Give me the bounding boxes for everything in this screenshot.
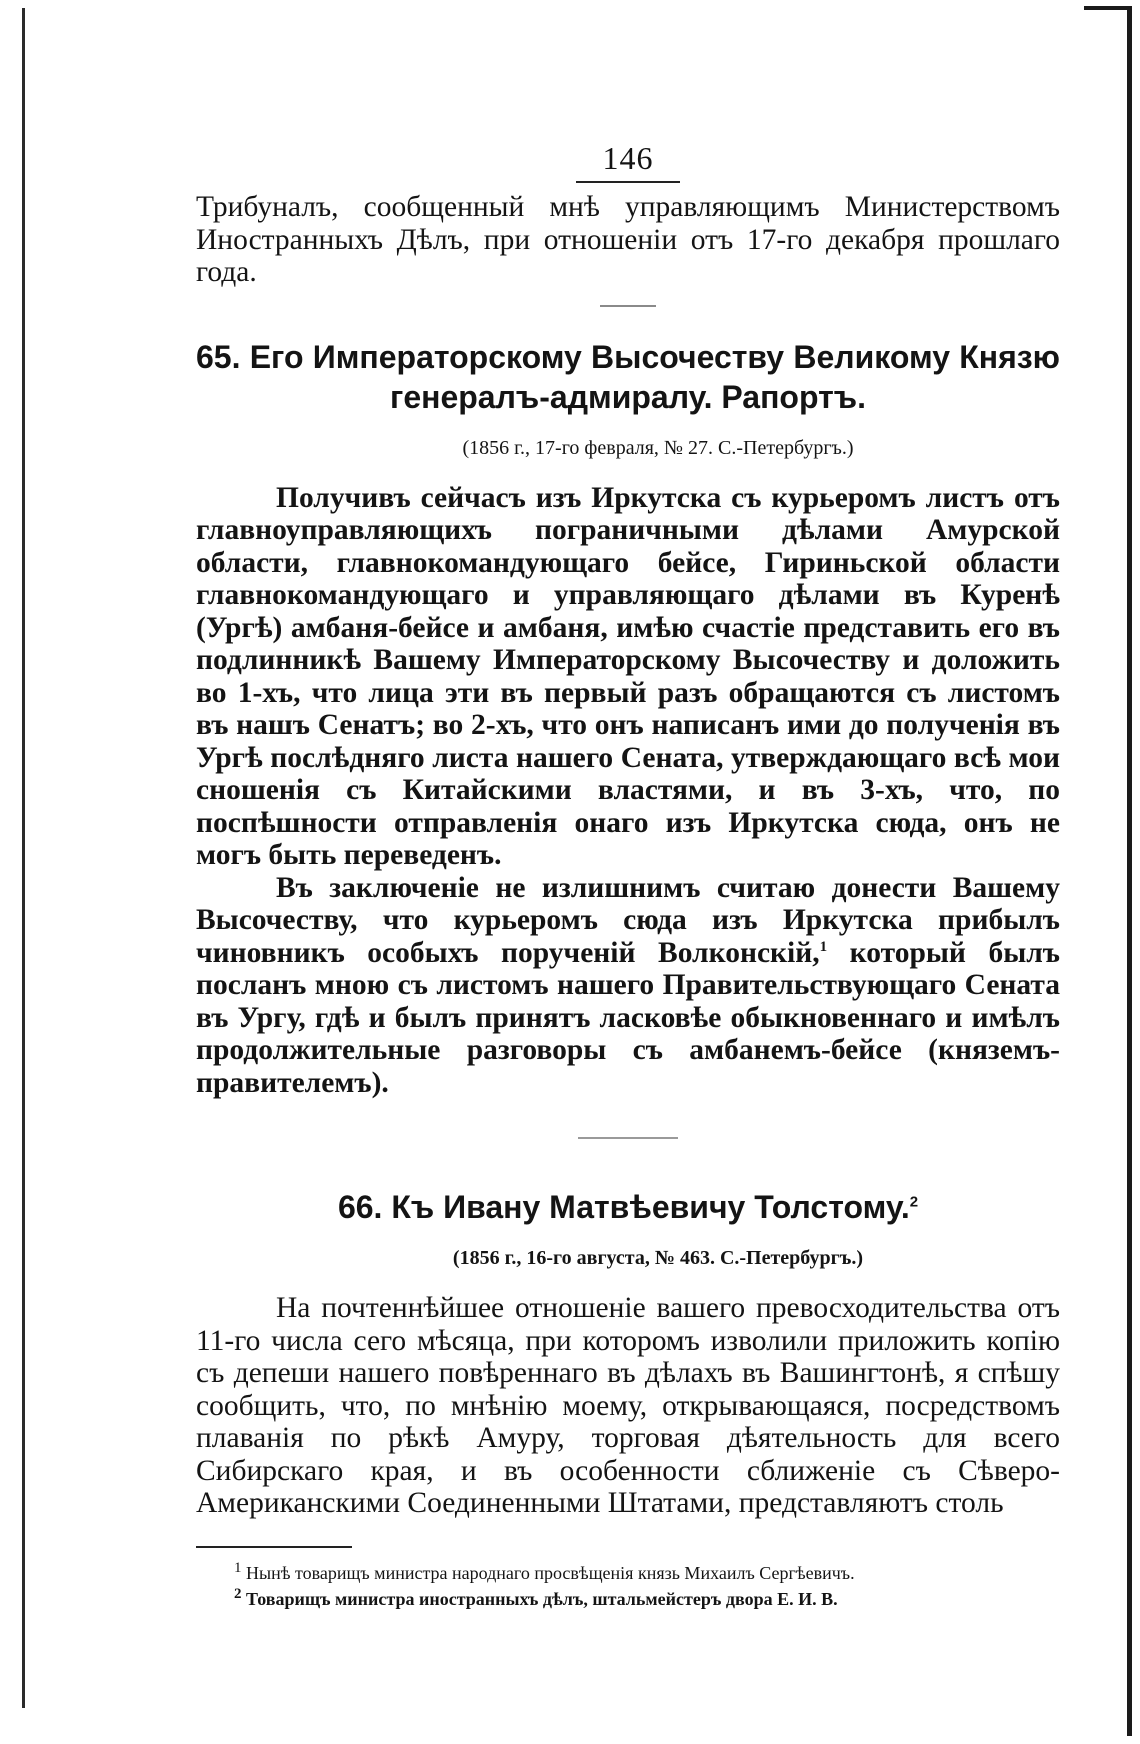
section-paragraph: Получивъ сейчасъ изъ Иркутска съ курьеромъ листъ отъ главноуправляющихъ пограничными дѣлами Амурской области, главнокомандующаго бейсе, Гириньской области главнокомандующаго и управляющаго дѣлами въ Куренѣ (Ургѣ) амбаня-бейсе и амбаня, имѣю счастіе представить его въ подлинникѣ Вашему Императорскому Высочеству и доложить во 1-хъ, что лица эти въ первый разъ обращаются съ листомъ въ нашъ Сенатъ; во 2-хъ, что онъ написанъ ими до полученія въ Ургѣ послѣдняго листа нашего Сената, утверждающаго всѣ мои сношенія съ Китайскими властями, и въ 3-хъ, что, по поспѣшности отправленія онаго изъ Иркутска сюда, онъ не могъ быть переведенъ. bbox=[196, 481, 1060, 871]
footnote bbox=[234, 1560, 1060, 1586]
footnote-mark: 2 bbox=[234, 1585, 242, 1602]
footnote-mark: 1 bbox=[234, 1559, 242, 1576]
opening-paragraph: Трибуналъ, сообщенный мнѣ управляющимъ Министерствомъ Иностранныхъ Дѣлъ, при отношеніи отъ 17-го декабря прошлаго года. bbox=[196, 191, 1060, 288]
section-66 bbox=[196, 1187, 1060, 1520]
heading-text: 66. Къ Ивану Матвѣевичу Толстому. bbox=[337, 1189, 910, 1225]
book-page bbox=[196, 140, 1060, 1612]
paragraph-text: Въ заключеніе не излишнимъ считаю донести Вашему Высочеству, что курьеромъ сюда изъ Иркутска прибылъ чиновникъ особыхъ порученій Волконскій, bbox=[196, 871, 1060, 969]
page-number-underline bbox=[576, 181, 680, 183]
scan-right-border bbox=[1127, 6, 1132, 1736]
footnote bbox=[234, 1586, 1060, 1612]
scan-top-border bbox=[1084, 6, 1132, 10]
section-heading bbox=[196, 1187, 1060, 1227]
scan-left-border bbox=[22, 8, 25, 1708]
section-65 bbox=[196, 337, 1060, 1100]
section-divider bbox=[578, 1137, 678, 1139]
page-number: 146 bbox=[602, 140, 654, 176]
section-divider bbox=[600, 305, 656, 307]
section-dateline: (1856 г., 17-го февраля, № 27. С.-Петербургъ.) bbox=[462, 436, 854, 459]
footnote-rule bbox=[196, 1546, 352, 1548]
section-dateline: (1856 г., 16-го августа, № 463. С.-Петербургъ.) bbox=[452, 1247, 864, 1269]
section-paragraph: На почтеннѣйшее отношеніе вашего превосходительства отъ 11-го числа сего мѣсяца, при которомъ изволили приложить копію съ депеши нашего повѣреннаго въ дѣлахъ въ Вашингтонѣ, я спѣшу сообщить, что, по мнѣнію моему, открывающаяся, посредствомъ плаванія по рѣкѣ Амуру, торговая дѣятельность для всего Сибирскаго края, и въ особенности сближеніе съ Сѣверо-Американскими Соединенными Штатами, представляютъ столь bbox=[196, 1292, 1060, 1519]
section-heading: 65. Его Императорскому Высочеству Великому Князю генералъ-адмиралу. Рапортъ. bbox=[196, 338, 1060, 415]
section-paragraph bbox=[196, 872, 1060, 1100]
paragraph-text: который былъ посланъ мною съ листомъ нашего Правительствующаго Сената въ Ургу, гдѣ и былъ принятъ ласковѣе обыкновеннаго и имѣлъ продолжительные разговоры съ амбанемъ-бейсе (княземъ-правителемъ). bbox=[196, 936, 1060, 1099]
footnote-marker: 1 bbox=[819, 938, 828, 955]
footnote-marker: 2 bbox=[909, 1193, 919, 1211]
footnote-text: Нынѣ товарищъ министра народнаго просвѣщенія князь Михаилъ Сергѣевичъ. bbox=[246, 1562, 855, 1583]
footnote-text: Товарищъ министра иностранныхъ дѣлъ, штальмейстеръ двора Е. И. В. bbox=[246, 1588, 838, 1609]
